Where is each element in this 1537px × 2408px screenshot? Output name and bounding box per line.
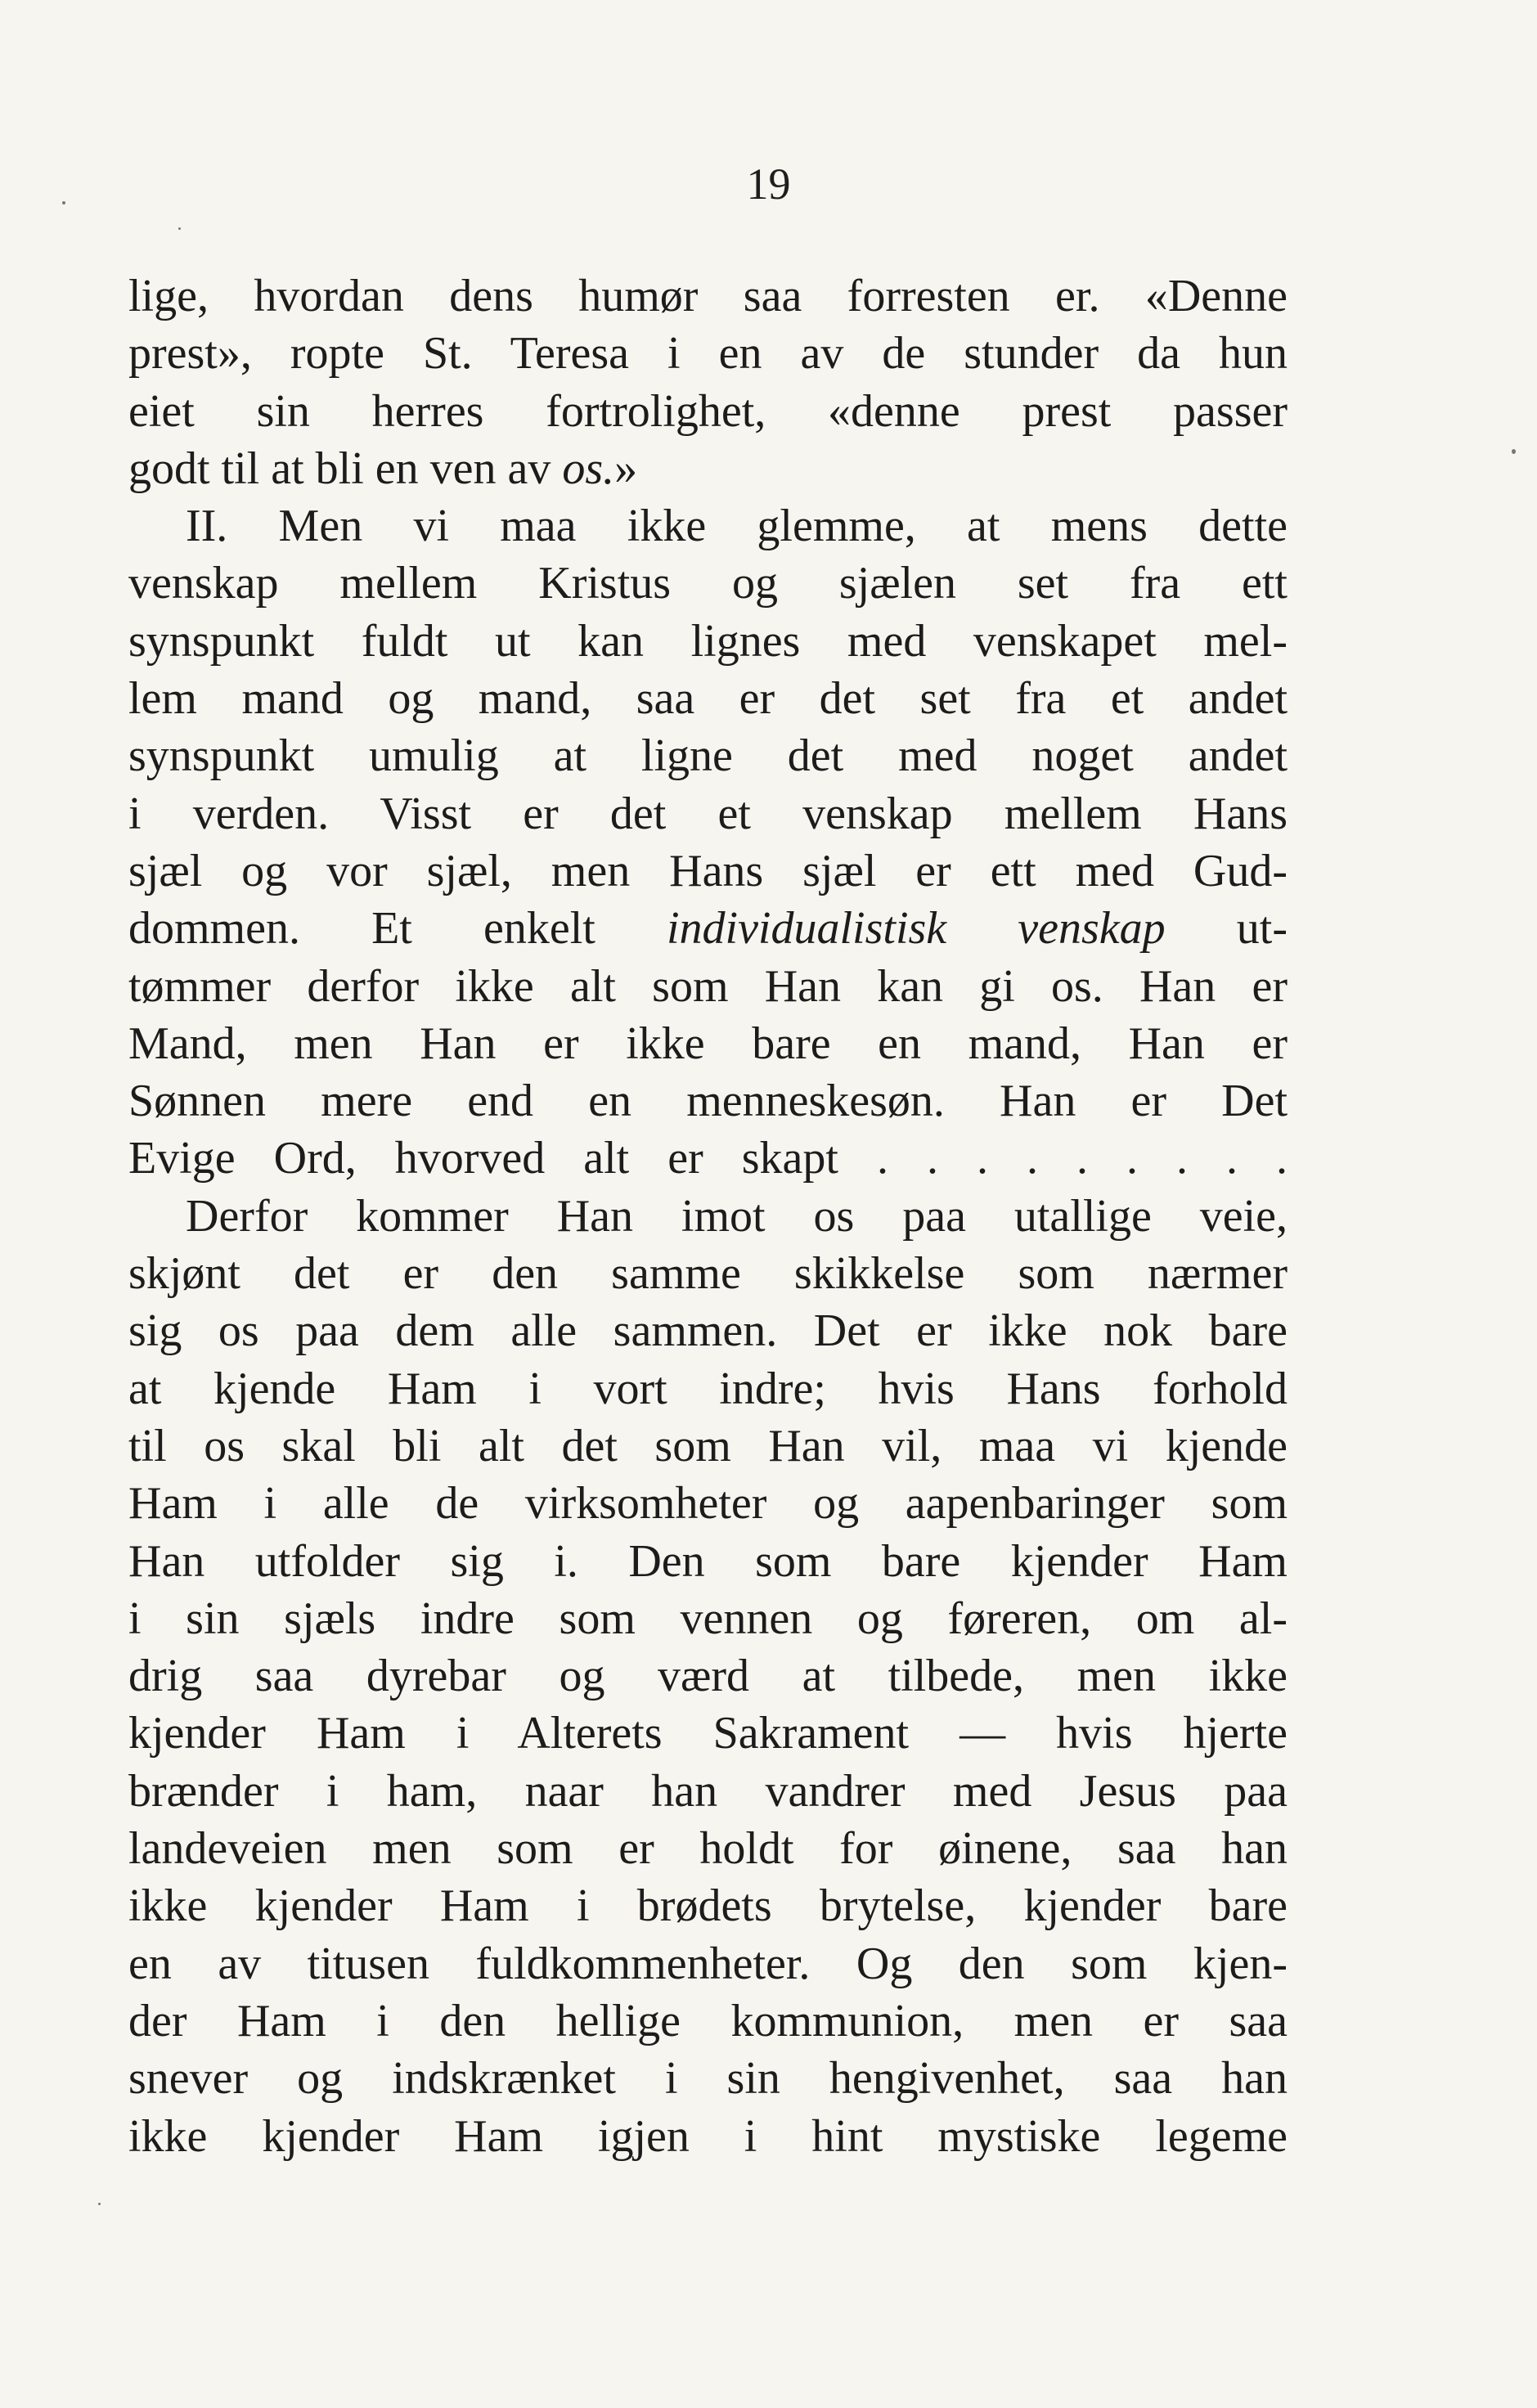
text-line: at kjende Ham i vort indre; hvis Hans forhold bbox=[128, 1363, 1288, 1414]
text-line: ikke kjender Ham i brødets brytelse, kjender bare bbox=[128, 1880, 1288, 1932]
paragraph-start-line: Derfor kommer Han imot os paa utallige veie, bbox=[186, 1190, 1288, 1242]
page-number: 19 bbox=[746, 159, 791, 209]
text-line-part: » bbox=[614, 443, 638, 494]
italic-text: individualistisk venskap bbox=[666, 903, 1166, 955]
paper-speck bbox=[178, 227, 181, 230]
text-line: tømmer derfor ikke alt som Han kan gi os. Han er bbox=[128, 960, 1288, 1012]
text-line: prest», ropte St. Teresa i en av de stunder da hun bbox=[128, 328, 1288, 380]
paper-speck bbox=[62, 201, 65, 204]
text-line: drig saa dyrebar og værd at tilbede, men ikke bbox=[128, 1651, 1288, 1702]
text-line: sig os paa dem alle sammen. Det er ikke nok bare bbox=[128, 1305, 1288, 1357]
text-line-part: dommen. Et enkelt bbox=[128, 903, 667, 955]
text-line bbox=[128, 440, 1288, 497]
paragraph-start-line: II. Men vi maa ikke glemme, at mens dette bbox=[186, 501, 1288, 552]
text-line: i verden. Visst er det et venskap mellem Hans bbox=[128, 788, 1288, 839]
text-line: lem mand og mand, saa er det set fra et andet bbox=[128, 673, 1288, 725]
paper-speck bbox=[1512, 449, 1516, 454]
text-line: kjender Ham i Alterets Sakrament — hvis hjerte bbox=[128, 1708, 1288, 1759]
text-line: Mand, men Han er ikke bare en mand, Han er bbox=[128, 1018, 1288, 1069]
text-line: skjønt det er den samme skikkelse som nærmer bbox=[128, 1248, 1288, 1300]
italic-text: os. bbox=[562, 443, 615, 494]
text-line: Ham i alle de virksomheter og aapenbaringer som bbox=[128, 1478, 1288, 1530]
text-line: synspunkt umulig at ligne det med noget andet bbox=[128, 730, 1288, 782]
text-line bbox=[128, 900, 1288, 957]
text-line: en av titusen fuldkommenheter. Og den som kjen- bbox=[128, 1938, 1288, 1989]
text-line: eiet sin herres fortrolighet, «denne prest passer bbox=[128, 385, 1288, 437]
body-text bbox=[128, 267, 1288, 2165]
text-line: venskap mellem Kristus og sjælen set fra ett bbox=[128, 558, 1288, 609]
text-line: snever og indskrænket i sin hengivenhet, saa han bbox=[128, 2053, 1288, 2105]
text-line-part: ut- bbox=[1165, 903, 1288, 955]
text-line: lige, hvordan dens humør saa forresten er. «Denne bbox=[128, 271, 1288, 321]
text-line: Han utfolder sig i. Den som bare kjender Ham bbox=[128, 1535, 1288, 1587]
text-line-part: godt til at bli en ven av bbox=[128, 443, 563, 494]
text-line: der Ham i den hellige kommunion, men er saa bbox=[128, 1995, 1288, 2046]
text-line: synspunkt fuldt ut kan lignes med venskapet mel- bbox=[128, 615, 1288, 667]
text-line: Evige Ord, hvorved alt er skapt . . . . . . . . . bbox=[128, 1133, 1288, 1184]
text-line: til os skal bli alt det som Han vil, maa vi kjende bbox=[128, 1420, 1288, 1471]
text-line: brænder i ham, naar han vandrer med Jesus paa bbox=[128, 1765, 1288, 1817]
text-line: i sin sjæls indre som vennen og føreren, om al- bbox=[128, 1593, 1288, 1644]
paper-speck bbox=[98, 2203, 101, 2205]
text-line: sjæl og vor sjæl, men Hans sjæl er ett med Gud- bbox=[128, 845, 1288, 896]
text-line: Sønnen mere end en menneskesøn. Han er Det bbox=[128, 1076, 1288, 1127]
text-line: landeveien men som er holdt for øinene, saa han bbox=[128, 1823, 1288, 1875]
text-line: ikke kjender Ham igjen i hint mystiske legeme bbox=[128, 2110, 1288, 2162]
